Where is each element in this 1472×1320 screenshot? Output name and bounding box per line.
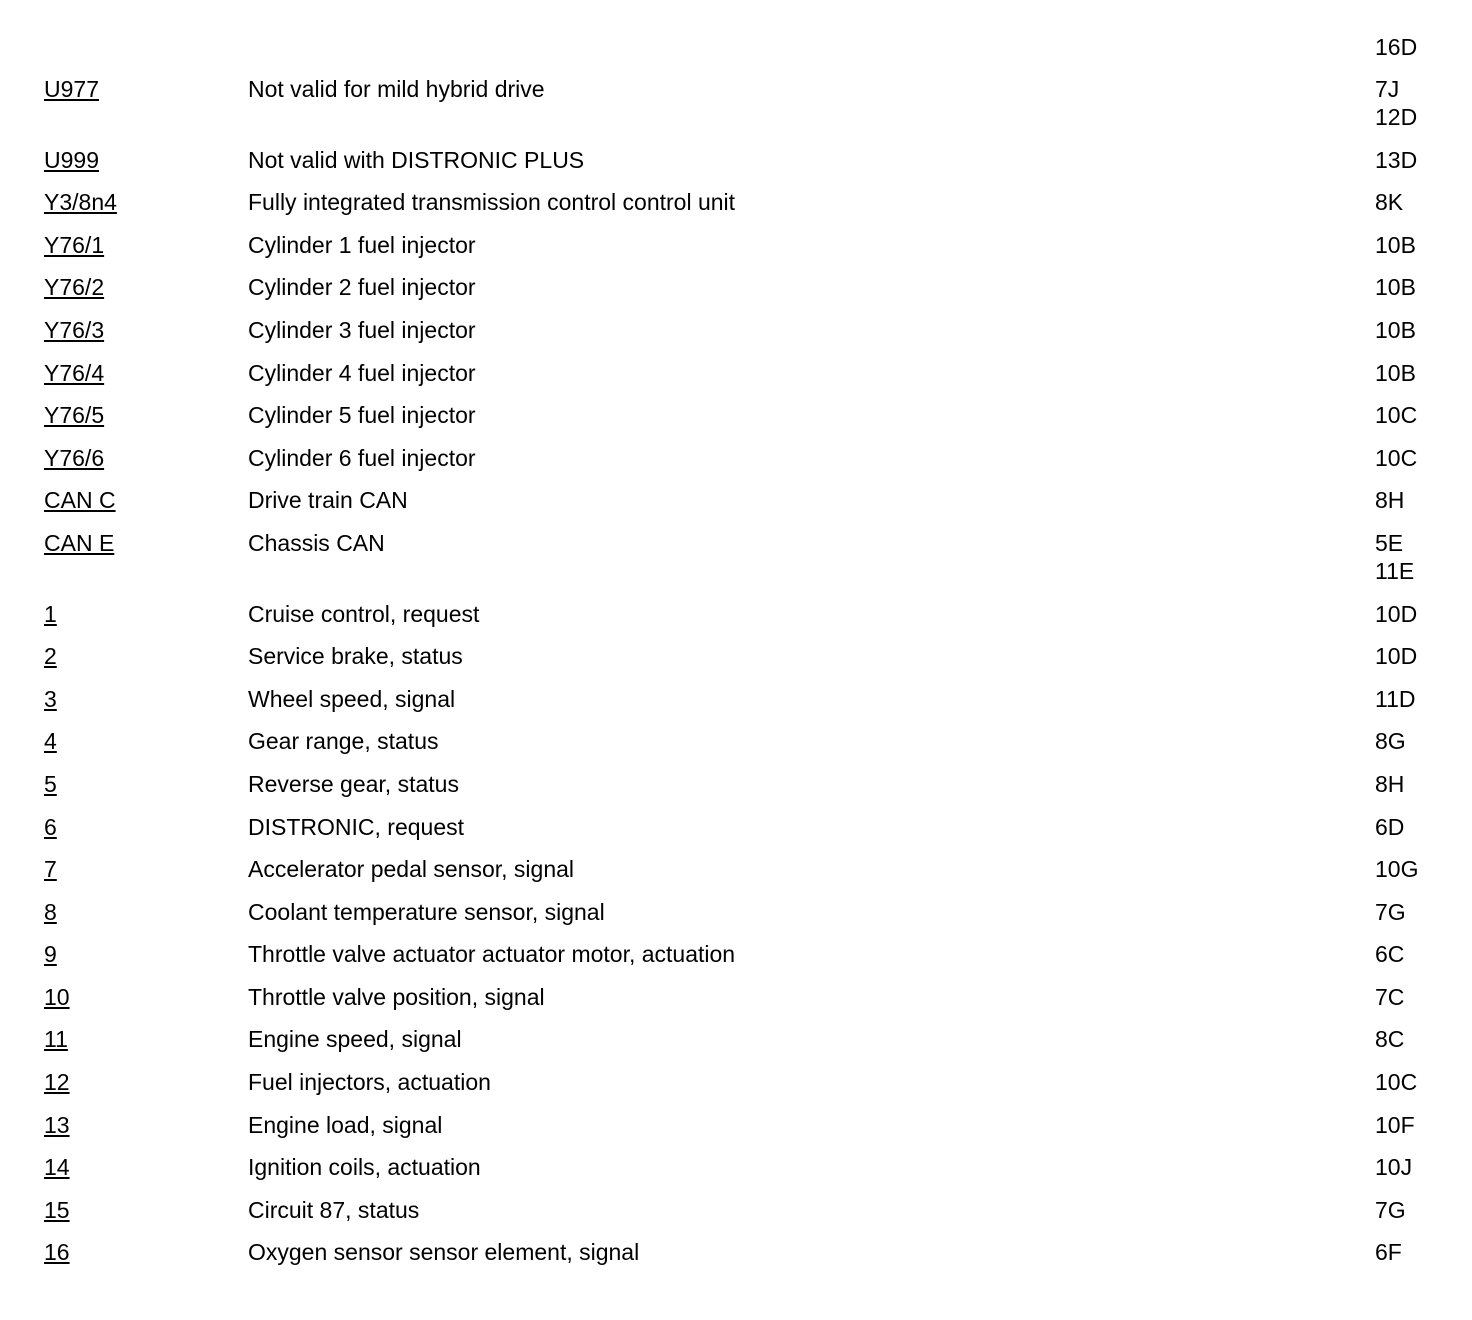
grid-ref-link[interactable]: 10B: [1375, 231, 1416, 258]
grid-ref-link[interactable]: 7G: [1375, 1196, 1406, 1223]
grid-refs: [1375, 444, 1417, 472]
legend-row: [0, 1068, 1472, 1111]
legend-row: [0, 188, 1472, 231]
grid-ref-link[interactable]: 8G: [1375, 728, 1406, 755]
component-code-link[interactable]: Y3/8n4: [44, 189, 117, 216]
grid-ref-link[interactable]: 12D: [1375, 104, 1418, 130]
component-description: Cylinder 4 fuel injector: [248, 359, 476, 386]
grid-ref-link[interactable]: 10C: [1375, 1069, 1418, 1096]
component-code-link[interactable]: 5: [44, 770, 57, 797]
component-code-link[interactable]: 2: [44, 643, 57, 670]
grid-refs: [1375, 1025, 1404, 1053]
legend-row-continued: [0, 33, 1472, 75]
grid-ref-link[interactable]: 10D: [1375, 643, 1418, 670]
grid-refs: [1375, 813, 1404, 841]
component-description: Cylinder 6 fuel injector: [248, 444, 476, 471]
legend-row: [0, 1153, 1472, 1196]
grid-ref-link[interactable]: 7C: [1375, 983, 1405, 1010]
grid-refs: [1375, 983, 1404, 1011]
legend-row: [0, 813, 1472, 856]
grid-refs: [1375, 33, 1417, 61]
grid-refs: [1375, 316, 1416, 344]
component-description: Throttle valve actuator actuator motor, actuation: [248, 941, 736, 968]
grid-refs: [1375, 1111, 1415, 1139]
component-code-link[interactable]: Y76/4: [44, 359, 105, 386]
component-description: Cruise control, request: [248, 600, 480, 627]
legend-row: [0, 316, 1472, 359]
grid-refs: [1375, 940, 1404, 968]
legend-row: [0, 444, 1472, 487]
component-code-link[interactable]: 1: [44, 600, 57, 627]
grid-ref-link[interactable]: 10B: [1375, 274, 1416, 301]
legend-row: [0, 359, 1472, 402]
component-description: Not valid with DISTRONIC PLUS: [248, 146, 585, 173]
grid-ref-link[interactable]: 11D: [1375, 685, 1416, 712]
grid-refs: [1375, 1238, 1402, 1266]
grid-refs: [1375, 600, 1417, 628]
component-description: Drive train CAN: [248, 487, 408, 514]
legend-row: [0, 600, 1472, 643]
component-description: Throttle valve position, signal: [248, 983, 545, 1010]
legend-row: [0, 401, 1472, 444]
legend-row: [0, 855, 1472, 898]
component-description: DISTRONIC, request: [248, 813, 464, 840]
component-code-link[interactable]: Y76/1: [44, 231, 105, 258]
component-description: Engine load, signal: [248, 1111, 443, 1138]
grid-refs: [1375, 529, 1414, 585]
grid-ref-link[interactable]: 8H: [1375, 487, 1405, 514]
grid-refs: [1375, 188, 1403, 216]
component-description: Reverse gear, status: [248, 770, 459, 797]
grid-refs: [1375, 231, 1416, 259]
component-description: Engine speed, signal: [248, 1026, 462, 1053]
grid-ref-link[interactable]: 5E: [1375, 529, 1404, 556]
legend-row: [0, 486, 1472, 529]
legend-row: [0, 75, 1472, 146]
component-description: Gear range, status: [248, 728, 439, 755]
grid-ref-link[interactable]: 6C: [1375, 941, 1405, 968]
component-description: Circuit 87, status: [248, 1196, 420, 1223]
legend-row: [0, 642, 1472, 685]
component-code-link[interactable]: Y76/5: [44, 402, 105, 429]
legend-row: [0, 983, 1472, 1026]
legend-row: [0, 770, 1472, 813]
legend-row: [0, 1025, 1472, 1068]
grid-refs: [1375, 146, 1417, 174]
grid-ref-link[interactable]: 10C: [1375, 444, 1418, 471]
grid-refs: [1375, 75, 1417, 131]
grid-ref-link[interactable]: 7G: [1375, 898, 1406, 925]
component-code-link[interactable]: 3: [44, 685, 57, 712]
legend-table: [0, 33, 1472, 1281]
grid-ref-link[interactable]: 8H: [1375, 770, 1405, 797]
grid-ref-link[interactable]: 10C: [1375, 402, 1418, 429]
grid-ref-link[interactable]: 6D: [1375, 813, 1405, 840]
component-description: Fully integrated transmission control control unit: [248, 189, 736, 216]
component-code-link[interactable]: 14: [44, 1154, 70, 1181]
grid-refs: [1375, 855, 1418, 883]
component-description: Oxygen sensor sensor element, signal: [248, 1239, 640, 1266]
component-code-link[interactable]: Y76/2: [44, 274, 105, 301]
component-code-link[interactable]: 16: [44, 1239, 70, 1266]
component-code-link[interactable]: Y76/6: [44, 444, 105, 471]
legend-row: [0, 940, 1472, 983]
component-code-link[interactable]: 7: [44, 856, 57, 883]
legend-row: [0, 1196, 1472, 1239]
grid-ref-link[interactable]: 6F: [1375, 1239, 1402, 1266]
component-description: Cylinder 2 fuel injector: [248, 274, 476, 301]
grid-refs: [1375, 401, 1417, 429]
component-code-link[interactable]: CAN C: [44, 487, 116, 514]
grid-ref-link[interactable]: 8C: [1375, 1026, 1405, 1053]
grid-refs: [1375, 1068, 1417, 1096]
legend-rows: [0, 75, 1472, 1281]
grid-refs: [1375, 486, 1404, 514]
component-code-link[interactable]: 9: [44, 941, 57, 968]
component-code-link[interactable]: U999: [44, 146, 99, 173]
grid-refs: [1375, 898, 1406, 926]
legend-row: [0, 146, 1472, 189]
component-code-link[interactable]: U977: [44, 76, 99, 102]
component-description: Coolant temperature sensor, signal: [248, 898, 605, 925]
grid-ref-link[interactable]: 16D: [1375, 34, 1418, 60]
component-code-link[interactable]: 11: [44, 1026, 68, 1053]
grid-ref-link[interactable]: 10F: [1375, 1111, 1415, 1138]
component-code-link[interactable]: 13: [44, 1111, 70, 1138]
grid-ref-link[interactable]: 10B: [1375, 359, 1416, 386]
legend-row: [0, 529, 1472, 600]
legend-row: [0, 727, 1472, 770]
component-description: Cylinder 1 fuel injector: [248, 231, 476, 258]
component-code-link[interactable]: 10: [44, 983, 70, 1010]
grid-ref-link[interactable]: 11E: [1375, 557, 1415, 584]
grid-ref-link[interactable]: 7J: [1375, 76, 1400, 102]
component-description: Chassis CAN: [248, 529, 385, 556]
grid-refs: [1375, 1196, 1406, 1224]
legend-row: [0, 1111, 1472, 1154]
grid-refs: [1375, 359, 1416, 387]
component-description: Service brake, status: [248, 643, 463, 670]
legend-row: [0, 1238, 1472, 1281]
component-description: Cylinder 3 fuel injector: [248, 316, 476, 343]
component-code-link[interactable]: Y76/3: [44, 316, 105, 343]
grid-refs: [1375, 770, 1404, 798]
grid-refs: [1375, 727, 1406, 755]
component-description: Ignition coils, actuation: [248, 1154, 481, 1181]
legend-row: [0, 685, 1472, 728]
component-code-link[interactable]: CAN E: [44, 529, 115, 556]
component-code-link[interactable]: 8: [44, 898, 57, 925]
component-code-link[interactable]: 12: [44, 1069, 70, 1096]
grid-ref-link[interactable]: 10B: [1375, 316, 1416, 343]
grid-ref-link[interactable]: 10J: [1375, 1154, 1413, 1181]
grid-ref-link[interactable]: 8K: [1375, 189, 1404, 216]
grid-refs: [1375, 273, 1416, 301]
component-code-link[interactable]: 6: [44, 813, 57, 840]
legend-row: [0, 231, 1472, 274]
grid-refs: [1375, 1153, 1412, 1181]
component-description: Wheel speed, signal: [248, 685, 456, 712]
legend-row: [0, 273, 1472, 316]
component-code-link[interactable]: 15: [44, 1196, 70, 1223]
grid-ref-link[interactable]: 10G: [1375, 856, 1419, 883]
component-description: Fuel injectors, actuation: [248, 1069, 491, 1096]
grid-ref-link[interactable]: 10D: [1375, 600, 1418, 627]
component-code-link[interactable]: 4: [44, 728, 57, 755]
grid-ref-link[interactable]: 13D: [1375, 146, 1418, 173]
component-description: Not valid for mild hybrid drive: [248, 76, 545, 102]
component-description: Cylinder 5 fuel injector: [248, 402, 476, 429]
grid-refs: [1375, 685, 1416, 713]
grid-refs: [1375, 642, 1417, 670]
legend-row: [0, 898, 1472, 941]
component-description: Accelerator pedal sensor, signal: [248, 856, 575, 883]
